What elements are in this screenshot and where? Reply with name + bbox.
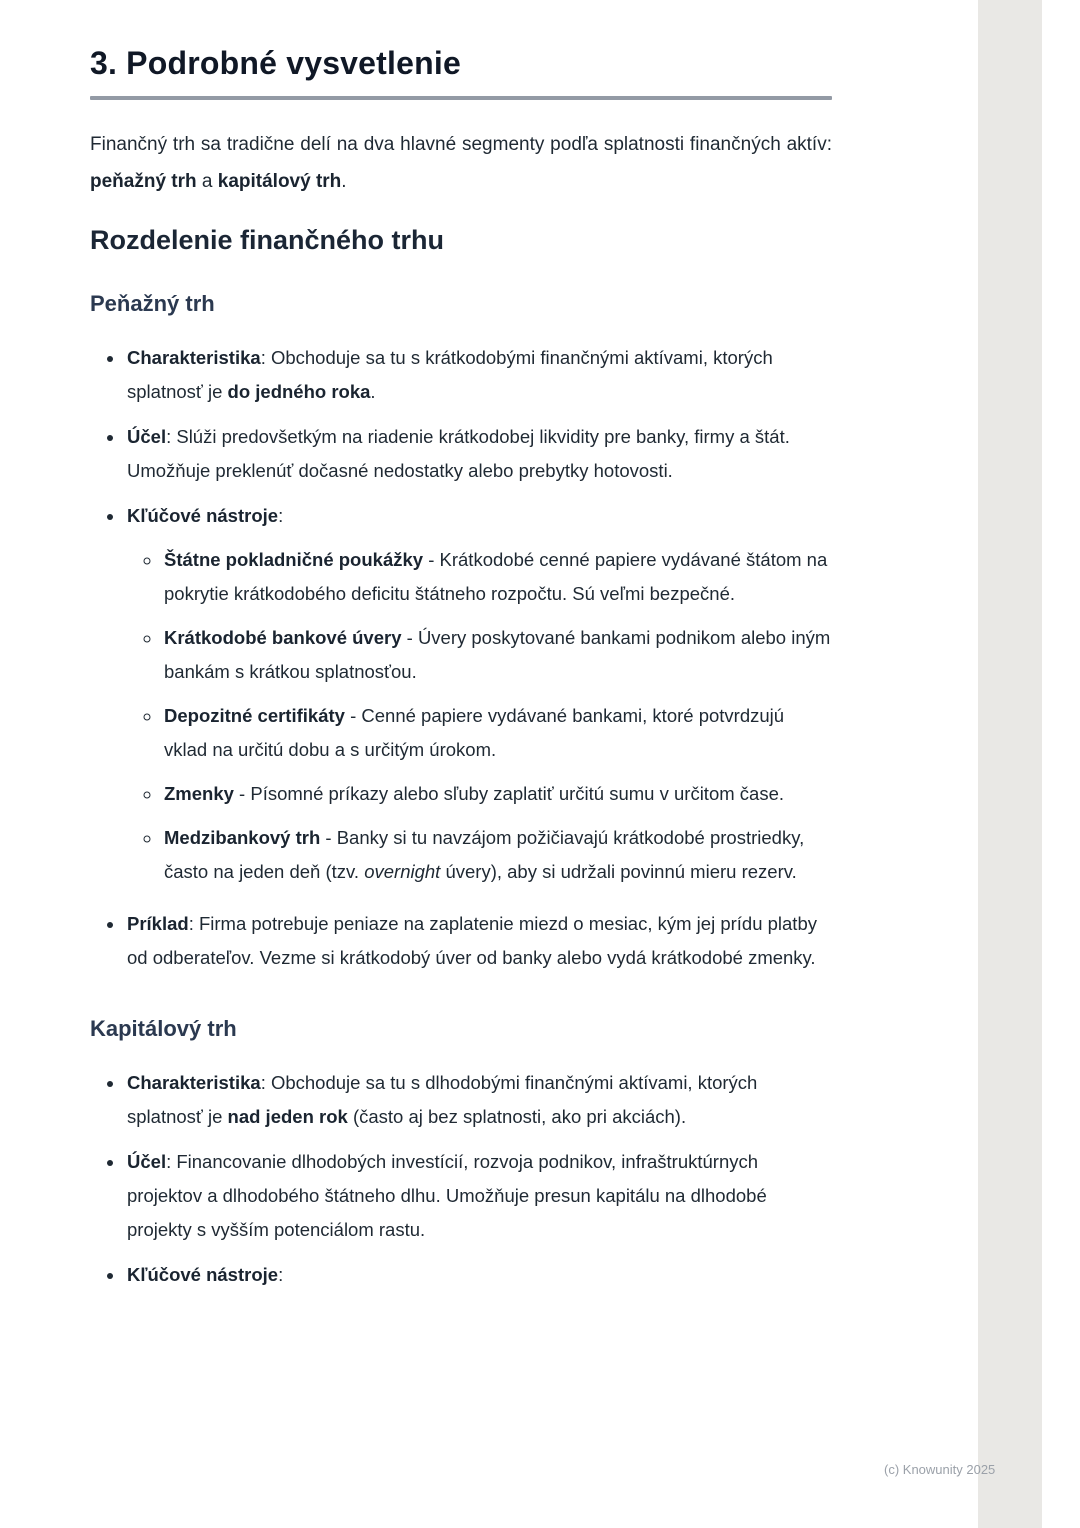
capital-market-list	[90, 1066, 832, 1292]
section-heading: Rozdelenie finančného trhu	[90, 225, 445, 255]
term-bold-run: Účel	[127, 426, 167, 447]
money-tools-sublist	[127, 543, 832, 889]
sublist-item	[162, 621, 832, 689]
term-bold-run: Charakteristika	[127, 1072, 261, 1093]
list-item	[125, 1258, 832, 1292]
term-bold-run: Štátne pokladničné poukážky	[164, 549, 424, 570]
text-run: : Obchoduje sa tu s dlhodobými finančnými aktívami, ktorých splatnosť je	[127, 1072, 758, 1127]
sublist-item	[162, 777, 832, 811]
bold-run: do jedného roka	[227, 381, 371, 402]
document-content	[90, 44, 832, 1303]
text-run: :	[278, 1264, 284, 1285]
subsection-capital-heading: Kapitálový trh	[90, 1016, 237, 1041]
text-run: úvery), aby si udržali povinnú mieru rezerv.	[440, 861, 797, 882]
italic-run: overnight	[364, 861, 441, 882]
sublist-item	[162, 543, 832, 611]
term-bold-run: Zmenky	[164, 783, 234, 804]
page-edge-strip	[978, 0, 1042, 1528]
term-bold-run: Príklad	[127, 913, 189, 934]
intro-paragraph	[90, 126, 832, 200]
term-bold-run: Kľúčové nástroje	[127, 505, 279, 526]
sublist-item	[162, 699, 832, 767]
text-run: : Firma potrebuje peniaze na zaplatenie miezd o mesiac, kým jej prídu platby od odberateľov. Vezme si krátkodobý úver od banky alebo vydá krátkodobé zmenky.	[127, 913, 817, 968]
text-run: : Financovanie dlhodobých investícií, rozvoja podnikov, infraštruktúrnych projektov a dlhodobého štátneho dlhu. Umožňuje presun kapitálu na dlhodobé projekty s vyšším potenciálom rastu.	[127, 1151, 767, 1240]
text-run: - Cenné papiere vydávané bankami, ktoré potvrdzujú vklad na určitú dobu a s určitým úrokom.	[164, 705, 785, 760]
money-market-list	[90, 341, 832, 975]
term-bold-run: Medzibankový trh	[164, 827, 321, 848]
text-run: .	[370, 381, 376, 402]
text-run: - Písomné príkazy alebo sľuby zaplatiť určitú sumu v určitom čase.	[233, 783, 784, 804]
text-run: a	[196, 171, 218, 192]
term-bold-run: Charakteristika	[127, 347, 261, 368]
term-bold-run: Krátkodobé bankové úvery	[164, 627, 402, 648]
bold-run: kapitálový trh	[217, 171, 342, 192]
list-item	[125, 499, 832, 889]
bold-run: nad jeden rok	[227, 1106, 348, 1127]
subsection-money-heading: Peňažný trh	[90, 291, 215, 316]
text-run: Finančný trh sa tradične delí na dva hlavné segmenty podľa splatnosti finančných aktív:	[90, 134, 832, 155]
text-run: : Slúži predovšetkým na riadenie krátkodobej likvidity pre banky, firmy a štát. Umožňuje preklenúť dočasné nedostatky alebo prebytky hotovosti.	[127, 426, 790, 481]
text-run: :	[278, 505, 284, 526]
term-bold-run: Depozitné certifikáty	[164, 705, 345, 726]
term-bold-run: Kľúčové nástroje	[127, 1264, 279, 1285]
list-item-example	[125, 907, 832, 975]
text-run: - Krátkodobé cenné papiere vydávané štátom na pokrytie krátkodobého deficitu štátneho rozpočtu. Sú veľmi bezpečné.	[164, 549, 828, 604]
sublist-item	[162, 821, 832, 889]
text-run: - Úvery poskytované bankami podnikom alebo iným bankám s krátkou splatnosťou.	[164, 627, 831, 682]
list-item	[125, 1145, 832, 1247]
text-run: .	[341, 171, 347, 192]
page-title: 3. Podrobné vysvetlenie	[90, 45, 461, 81]
list-item	[125, 420, 832, 488]
term-bold-run: Účel	[127, 1151, 167, 1172]
list-item	[125, 341, 832, 409]
text-run: - Banky si tu navzájom požičiavajú krátkodobé prostriedky, často na jeden deň (tzv.	[164, 827, 805, 882]
text-run: (často aj bez splatnosti, ako pri akciách).	[347, 1106, 687, 1127]
footer-credit: (c) Knowunity 2025	[884, 1462, 996, 1477]
bold-run: peňažný trh	[90, 171, 197, 192]
title-divider	[90, 96, 832, 100]
text-run: : Obchoduje sa tu s krátkodobými finančnými aktívami, ktorých splatnosť je	[127, 347, 773, 402]
list-item	[125, 1066, 832, 1134]
